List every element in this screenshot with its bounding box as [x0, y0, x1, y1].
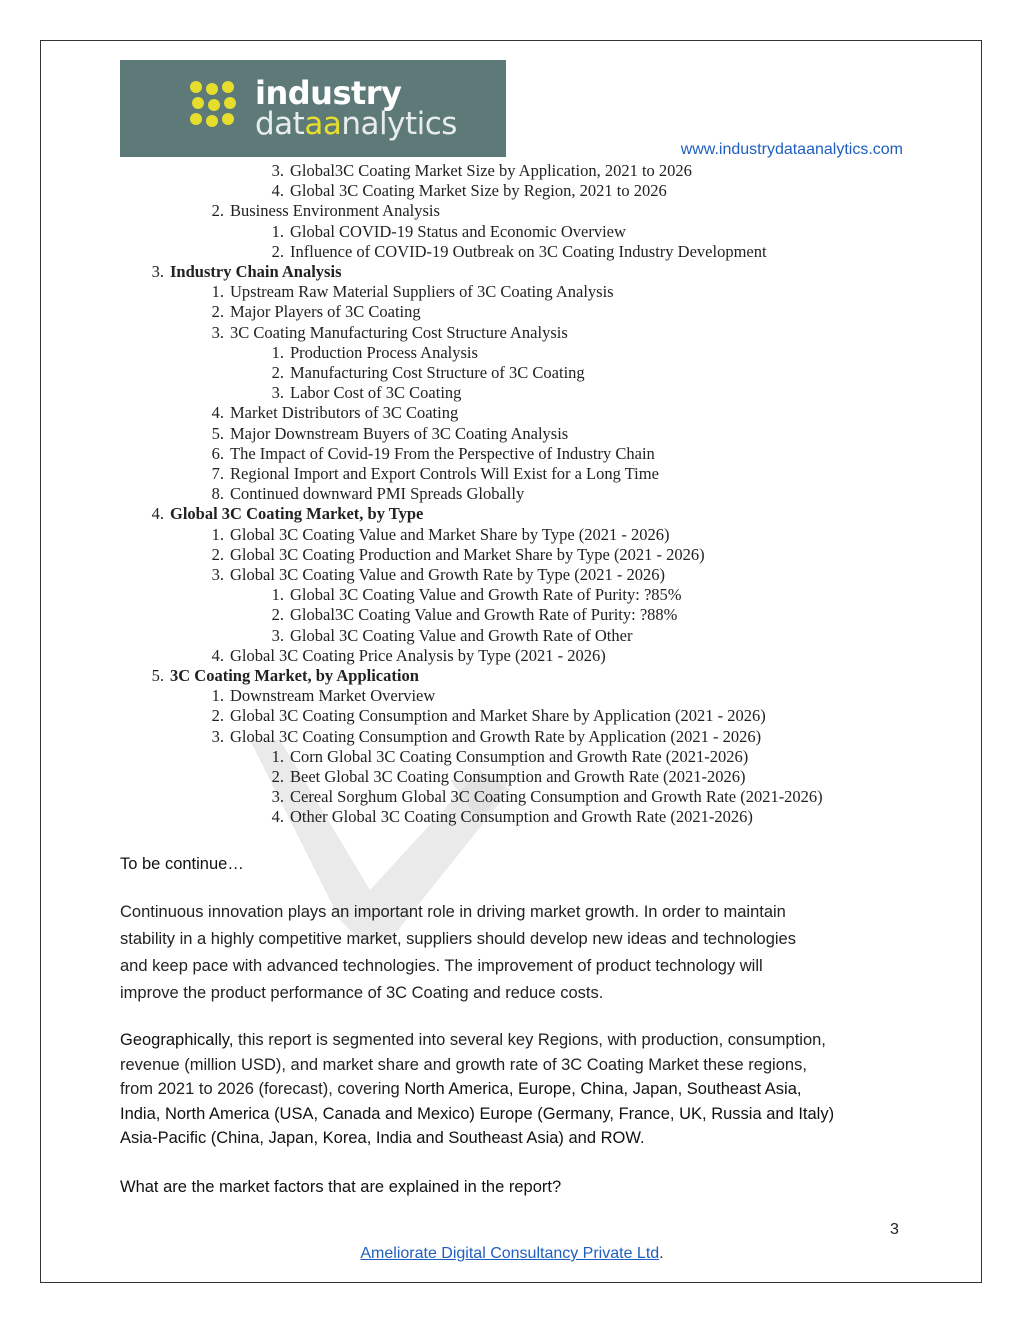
toc-item-text: Global 3C Coating Consumption and Growth Rate by Application (2021 - 2026) [230, 726, 762, 746]
paragraph-line: stability in a highly competitive market, suppliers should develop new ideas and technologies [120, 930, 796, 948]
footer: Ameliorate Digital Consultancy Private Ltd. [360, 1245, 664, 1262]
company-logo [120, 60, 506, 157]
paragraph-line: India, North America (USA, Canada and Mexico) Europe (Germany, France, UK, Russia and Italy) [120, 1104, 835, 1123]
logo-text-dataanalytics: dataanalytics [255, 106, 457, 142]
geography-paragraph [120, 1028, 834, 1151]
toc-item-number: 3. [271, 787, 284, 807]
toc-item-text: Manufacturing Cost Structure of 3C Coating [290, 363, 585, 382]
market-factors-question: What are the market factors that are explained in the report? [120, 1178, 562, 1196]
paragraph-line: Continuous innovation plays an important role in driving market growth. In order to maintain [120, 903, 786, 921]
paragraph-line: improve the product performance of 3C Coating and reduce costs. [120, 984, 604, 1002]
page-number: 3 [890, 1221, 899, 1238]
toc-item-text: Global 3C Coating Value and Growth Rate by Type (2021 - 2026) [230, 565, 665, 584]
toc-item-number: 2. [211, 302, 224, 322]
toc-item-number: 3. [211, 565, 224, 584]
toc-item-text: Corn Global 3C Coating Consumption and Growth Rate (2021-2026) [290, 746, 749, 766]
toc-item-text: Continued downward PMI Spreads Globally [230, 484, 525, 504]
toc-item-text: Influence of COVID-19 Outbreak on 3C Coating Industry Development [290, 241, 767, 261]
geo-label: Geographically, [120, 1031, 234, 1049]
toc-item-number: 8. [211, 484, 224, 504]
toc-item-text: Global3C Coating Market Size by Application, 2021 to 2026 [290, 161, 692, 180]
toc-item-number: 1. [271, 585, 284, 605]
logo-text-industry: industry [255, 74, 402, 112]
toc-item-text: Business Environment Analysis [230, 201, 440, 221]
toc-item-number: 3. [271, 383, 284, 403]
paragraph-line: Geographically, this report is segmented into several key Regions, with production, consumption, [120, 1031, 826, 1049]
toc-item-text: Global 3C Coating Consumption and Market Share by Application (2021 - 2026) [230, 706, 766, 726]
toc-item-number: 2. [271, 241, 284, 261]
toc-item-text: Market Distributors of 3C Coating [230, 403, 459, 423]
toc-item-text: Regional Import and Export Controls Will Exist for a Long Time [230, 464, 659, 483]
toc-item-number: 4. [211, 645, 224, 665]
toc-item-number: 2. [211, 201, 224, 221]
to-be-continued: To be continue… [120, 855, 244, 873]
company-link[interactable]: Ameliorate Digital Consultancy Private Ltd [360, 1245, 660, 1262]
toc-item-number: 1. [271, 342, 284, 362]
toc-item-text: Upstream Raw Material Suppliers of 3C Coating Analysis [230, 282, 614, 302]
toc-item-number: 2. [211, 706, 224, 726]
paragraph-line: from 2021 to 2026 (forecast), covering North America, Europe, China, Japan, Southeast Asia, [120, 1080, 802, 1098]
toc-item-text: Industry Chain Analysis [170, 262, 342, 281]
toc-item-number: 4. [271, 181, 284, 201]
toc-item-number: 4. [151, 504, 164, 524]
toc-item-number: 1. [271, 746, 284, 766]
toc-item-text: Global COVID-19 Status and Economic Overview [290, 221, 626, 241]
toc-item-text: 3C Coating Manufacturing Cost Structure Analysis [230, 322, 568, 342]
toc-item-text: Major Downstream Buyers of 3C Coating Analysis [230, 423, 569, 443]
toc-item-text: The Impact of Covid-19 From the Perspective of Industry Chain [230, 443, 655, 463]
toc-item-number: 2. [271, 605, 284, 625]
toc-item-number: 4. [271, 807, 284, 827]
toc-item-number: 1. [271, 221, 284, 241]
toc-item-number: 2. [271, 363, 284, 382]
toc-item-number: 5. [211, 423, 224, 443]
toc-item-number: 7. [211, 464, 224, 483]
toc-item-number: 4. [211, 403, 224, 423]
toc-item-number: 5. [151, 666, 164, 685]
toc-item-number: 6. [211, 443, 224, 463]
toc-item-number: 1. [211, 686, 224, 706]
toc-item-text: Other Global 3C Coating Consumption and Growth Rate (2021-2026) [290, 807, 753, 827]
toc-item-number: 3. [271, 625, 284, 645]
toc-item-text: Labor Cost of 3C Coating [290, 383, 462, 403]
toc-item-text: Major Players of 3C Coating [230, 302, 421, 322]
toc-item-text: Global3C Coating Value and Growth Rate of Purity: ?88% [290, 605, 678, 625]
toc-item-number: 1. [211, 524, 224, 544]
toc-item-text: Global 3C Coating Market Size by Region, 2021 to 2026 [290, 181, 667, 201]
toc-item-number: 1. [211, 282, 224, 302]
toc-item-number: 3. [211, 322, 224, 342]
paragraph-line: Asia-Pacific (China, Japan, Korea, India and Southeast Asia) and ROW. [120, 1129, 645, 1147]
toc-item-number: 2. [211, 544, 224, 564]
paragraph-line: revenue (million USD), and market share and growth rate of 3C Coating Market these regions, [120, 1055, 807, 1074]
toc-item-text: Downstream Market Overview [230, 686, 436, 706]
innovation-paragraph [120, 899, 796, 1007]
toc-item-number: 2. [271, 767, 284, 786]
toc-item-text: Global 3C Coating Market, by Type [170, 504, 424, 524]
toc-item-text: Cereal Sorghum Global 3C Coating Consumption and Growth Rate (2021-2026) [290, 787, 823, 807]
toc-item-text: Global 3C Coating Value and Growth Rate of Other [290, 625, 633, 645]
toc-item-text: Production Process Analysis [290, 342, 478, 362]
toc-item-text: Beet Global 3C Coating Consumption and Growth Rate (2021-2026) [290, 767, 746, 786]
toc-item-text: Global 3C Coating Production and Market Share by Type (2021 - 2026) [230, 544, 705, 564]
toc-item-text: 3C Coating Market, by Application [170, 666, 419, 685]
website-link[interactable]: www.industrydataanalytics.com [680, 141, 903, 158]
toc-item-number: 3. [151, 262, 164, 281]
toc-item-text: Global 3C Coating Value and Market Share by Type (2021 - 2026) [230, 524, 670, 544]
toc-item-text: Global 3C Coating Price Analysis by Type (2021 - 2026) [230, 645, 606, 665]
toc-item-text: Global 3C Coating Value and Growth Rate of Purity: ?85% [290, 585, 682, 605]
toc-item-number: 3. [211, 726, 224, 746]
toc-item-number: 3. [271, 161, 284, 180]
logo-dots-icon [190, 81, 248, 139]
paragraph-line: and keep pace with advanced technologies. The improvement of product technology will [120, 957, 763, 975]
